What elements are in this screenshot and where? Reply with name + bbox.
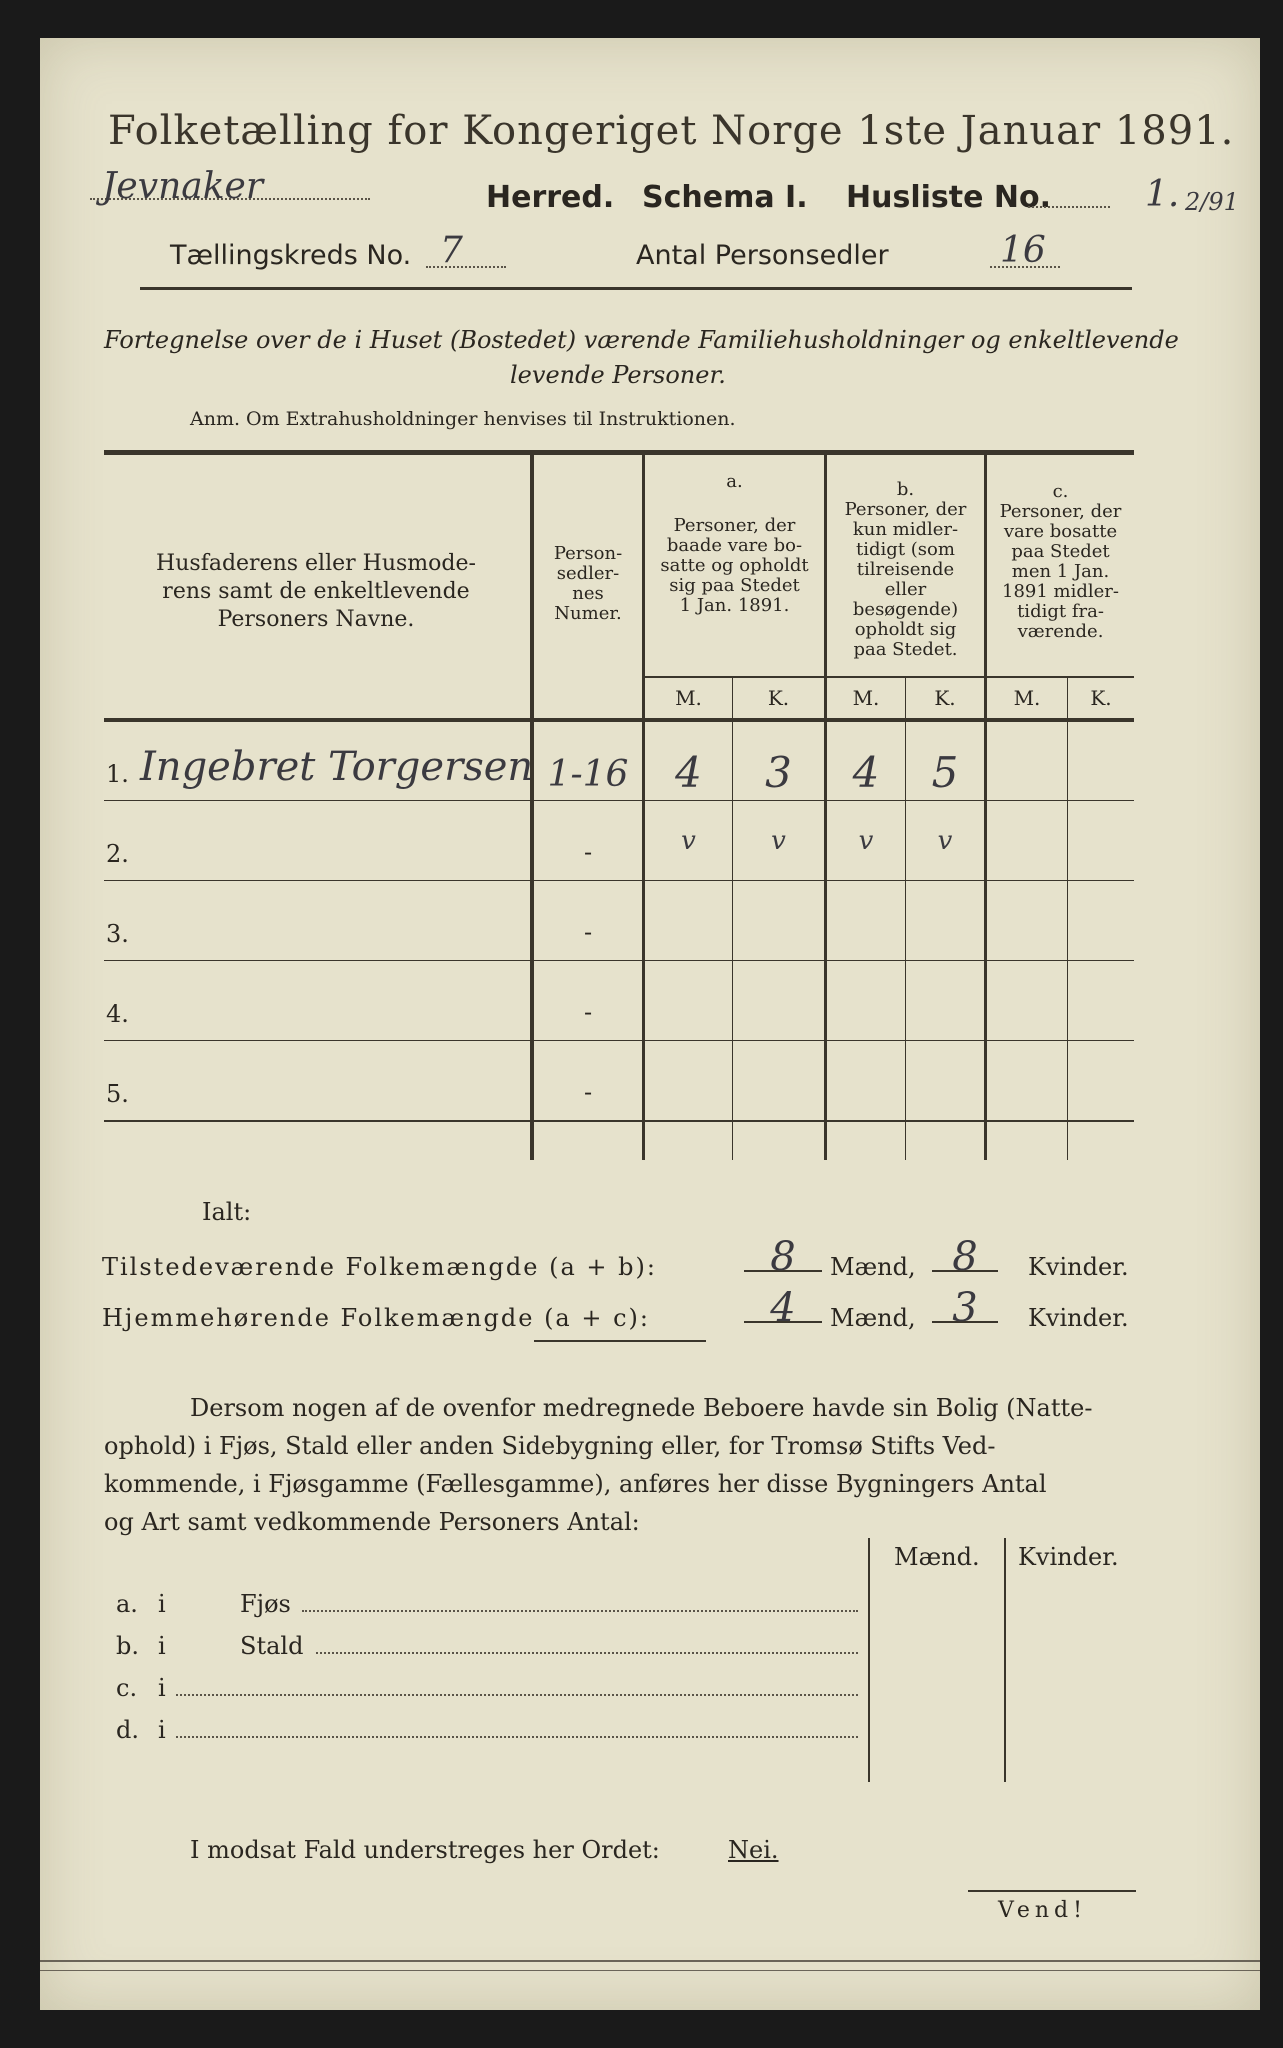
col-a-m-label: M.: [675, 686, 702, 710]
hjem-maend-label: Mænd,: [830, 1304, 916, 1332]
bottom-rule-1: [40, 1960, 1260, 1962]
hjem-k-value: 3: [952, 1285, 978, 1331]
row5-number: 5.: [106, 1080, 129, 1108]
row1-b-k: 5: [931, 748, 959, 797]
col-c-letter: c.: [1052, 481, 1069, 502]
col-c-line2: vare bosatte: [1003, 521, 1118, 542]
bottom-rule-2: [40, 1970, 1260, 1971]
row2-number: 2.: [106, 840, 129, 868]
row-rule-1: [104, 800, 1134, 801]
row-rule-5: [104, 1120, 1134, 1122]
row2-b-k: v: [937, 826, 953, 856]
col-a-header: [645, 472, 824, 616]
item-b-letter: b.: [116, 1632, 139, 1660]
col-name-line2: rens samt de enkeltlevende: [162, 579, 470, 604]
col-num-line1: Person-: [553, 543, 623, 564]
form-title: Folketælling for Kongeriget Norge 1ste Januar 1891.: [108, 108, 1235, 154]
antal-label: Antal Personsedler: [636, 240, 889, 271]
para-line1: Dersom nogen af de ovenfor medregnede Beboere havde sin Bolig (Natte-: [190, 1394, 1093, 1422]
row4-number: 4.: [106, 1000, 129, 1028]
row1-num: 1-16: [547, 754, 629, 795]
intro-line2: levende Personer.: [510, 361, 726, 389]
lower-vline-1: [868, 1538, 870, 1782]
schema-label: Schema I.: [642, 180, 808, 215]
para-line3: kommende, i Fjøsgamme (Fællesgamme), anføres her disse Bygningers Antal: [104, 1470, 1047, 1498]
row2-a-m: v: [681, 826, 696, 856]
col-name-line3: Personers Navne.: [217, 607, 415, 632]
col-a-line1: Personer, der: [673, 515, 796, 536]
item-a-letter: a.: [116, 1590, 138, 1618]
lower-maend-header: Mænd.: [894, 1543, 980, 1571]
col-num-line4: Numer.: [554, 603, 622, 624]
col-c-line7: værende.: [1017, 621, 1104, 642]
item-c-i: i: [158, 1674, 166, 1702]
mk-rule: [645, 676, 1134, 678]
col-num-line2: sedler-: [556, 563, 620, 584]
para-line2: ophold) i Fjøs, Stald eller anden Sidebygning eller, for Tromsø Stifts Ved-: [104, 1432, 996, 1460]
tilst-label: Tilstedeværende Folkemængde (a + b):: [102, 1253, 657, 1281]
row4-num: -: [583, 998, 593, 1026]
item-c-line: [176, 1694, 858, 1696]
item-d-i: i: [158, 1716, 166, 1744]
col-b-k-label: K.: [934, 686, 956, 710]
item-a-line: [302, 1610, 858, 1612]
hjem-m-value: 4: [770, 1285, 796, 1331]
row1-name: Ingebret Torgersen: [140, 744, 534, 790]
item-a-label: Fjøs: [240, 1590, 291, 1618]
col-b-line2: kun midler-: [852, 519, 959, 540]
col-b-letter: b.: [896, 479, 915, 500]
row1-b-m: 4: [852, 748, 880, 797]
table-header-rule: [104, 718, 1134, 722]
section-divider: [534, 1340, 706, 1342]
nei-word: Nei.: [728, 1836, 779, 1864]
husliste-field-line: [1028, 206, 1110, 208]
hjem-kvinder-label: Kvinder.: [1028, 1304, 1129, 1332]
col-c-m-label: M.: [1013, 686, 1041, 710]
item-b-i: i: [158, 1632, 166, 1660]
kreds-label: Tællingskreds No.: [170, 240, 412, 271]
row3-number: 3.: [106, 920, 129, 948]
col-b-line3: tidigt (som: [856, 539, 955, 560]
col-b-line8: paa Stedet.: [853, 639, 958, 660]
modsat-text: I modsat Fald understreges her Ordet:: [190, 1836, 660, 1864]
husliste-value: 1.: [1145, 174, 1180, 215]
col-c-line1: Personer, der: [999, 501, 1122, 522]
item-d-line: [176, 1736, 858, 1738]
tilst-maend-label: Mænd,: [830, 1253, 916, 1281]
husliste-note: 2/91: [1185, 188, 1239, 216]
col-b-header: [827, 480, 984, 660]
herred-label: Herred.: [486, 180, 615, 215]
col-name-line1: Husfaderens eller Husmode-: [156, 551, 476, 576]
col-a-k-label: K.: [767, 686, 790, 710]
kreds-field-line: [426, 266, 506, 268]
col-c-header: [987, 482, 1134, 642]
col-num-line3: nes: [572, 583, 604, 604]
header-rule: [140, 287, 1132, 290]
tilst-kvinder-label: Kvinder.: [1028, 1253, 1129, 1281]
tilst-k-value: 8: [952, 1234, 978, 1280]
col-name-header: [106, 550, 526, 634]
col-c-line4: men 1 Jan.: [1011, 561, 1110, 582]
col-b-line5: eller: [884, 579, 927, 600]
col-a-line4: sig paa Stedet: [669, 575, 800, 596]
row1-number: 1.: [106, 760, 129, 788]
lower-kvinder-header: Kvinder.: [1018, 1543, 1119, 1571]
row2-a-k: v: [771, 826, 786, 856]
table-vline-c-mk: [1067, 678, 1068, 1160]
col-b-line1: Personer, der: [844, 499, 967, 520]
husliste-label: Husliste No.: [846, 180, 1051, 215]
vend-rule: [968, 1890, 1136, 1892]
row-rule-3: [104, 960, 1134, 961]
herred-value: Jevnaker: [102, 166, 264, 207]
col-num-header: [534, 544, 642, 624]
item-b-line: [316, 1652, 858, 1654]
col-a-letter: a.: [726, 471, 743, 492]
row-rule-4: [104, 1040, 1134, 1041]
row1-a-k: 3: [765, 748, 792, 797]
col-a-line2: baade vare bo-: [666, 535, 803, 556]
row2-num: -: [583, 838, 593, 866]
item-a-i: i: [158, 1590, 166, 1618]
col-c-k-label: K.: [1090, 686, 1112, 710]
col-b-line6: besøgende): [852, 599, 959, 620]
col-a-line3: satte og opholdt: [660, 555, 809, 576]
col-b-line7: opholdt sig: [854, 619, 957, 640]
item-d-letter: d.: [116, 1716, 139, 1744]
col-c-line5: 1891 midler-: [1002, 581, 1119, 602]
intro-line1: Fortegnelse over de i Huset (Bostedet) værende Familiehusholdninger og enkeltlevende: [104, 326, 1179, 354]
item-b-label: Stald: [240, 1632, 304, 1660]
ialt-label: Ialt:: [202, 1198, 252, 1226]
kreds-value: 7: [440, 230, 463, 271]
para-line4: og Art samt vedkommende Personers Antal:: [104, 1508, 640, 1536]
table-top-rule: [104, 450, 1134, 455]
row-rule-2: [104, 880, 1134, 881]
tilst-m-value: 8: [770, 1234, 796, 1280]
col-b-m-label: M.: [852, 686, 880, 710]
col-c-line3: paa Stedet: [1011, 541, 1110, 562]
row1-a-m: 4: [675, 748, 702, 797]
row2-b-m: v: [858, 826, 874, 856]
row5-num: -: [583, 1078, 593, 1106]
col-c-line6: tidigt fra-: [1017, 601, 1104, 622]
lower-vline-2: [1004, 1538, 1006, 1782]
census-form-page: [40, 38, 1260, 2010]
row3-num: -: [583, 918, 593, 946]
antal-value: 16: [1000, 230, 1046, 271]
col-b-line4: tilreisende: [856, 559, 955, 580]
vend-label: Vend!: [998, 1898, 1087, 1923]
anm-note: Anm. Om Extrahusholdninger henvises til Instruktionen.: [190, 408, 736, 430]
item-c-letter: c.: [116, 1674, 138, 1702]
hjem-label: Hjemmehørende Folkemængde (a + c):: [102, 1304, 650, 1332]
col-a-line5: 1 Jan. 1891.: [679, 595, 790, 616]
